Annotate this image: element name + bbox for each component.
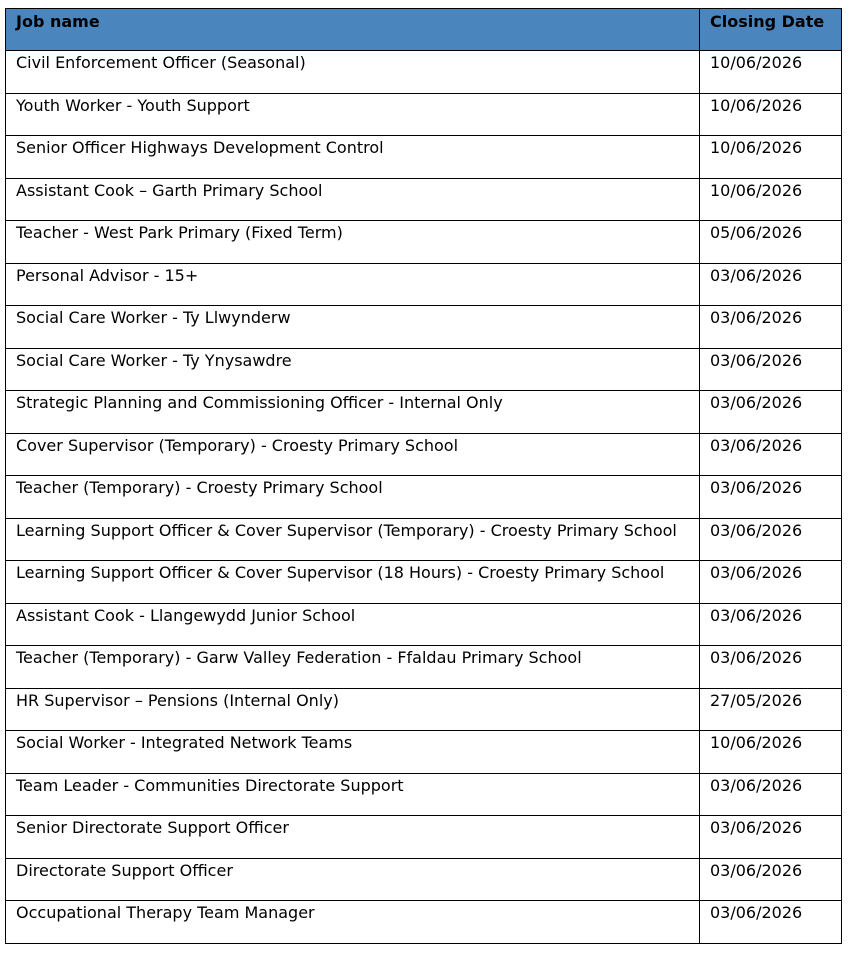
closing-date-cell: 10/06/2026 xyxy=(700,93,842,136)
table-row xyxy=(6,561,842,604)
closing-date-cell: 03/06/2026 xyxy=(700,773,842,816)
table-body xyxy=(6,51,842,944)
job-name-cell: Youth Worker - Youth Support xyxy=(6,93,700,136)
job-name-cell: Senior Officer Highways Development Control xyxy=(6,136,700,179)
table-row xyxy=(6,306,842,349)
job-name-cell: HR Supervisor – Pensions (Internal Only) xyxy=(6,688,700,731)
job-name-cell: Strategic Planning and Commissioning Officer - Internal Only xyxy=(6,391,700,434)
closing-date-cell: 03/06/2026 xyxy=(700,306,842,349)
job-vacancies-table xyxy=(5,8,842,944)
job-name-cell: Learning Support Officer & Cover Supervisor (18 Hours) - Croesty Primary School xyxy=(6,561,700,604)
table-row xyxy=(6,731,842,774)
job-name-cell: Social Care Worker - Ty Llwynderw xyxy=(6,306,700,349)
closing-date-cell: 03/06/2026 xyxy=(700,816,842,859)
table-row xyxy=(6,93,842,136)
table-row xyxy=(6,433,842,476)
table-row xyxy=(6,348,842,391)
table-row xyxy=(6,773,842,816)
closing-date-column-header: Closing Date xyxy=(700,9,842,51)
closing-date-cell: 03/06/2026 xyxy=(700,561,842,604)
job-name-cell: Teacher (Temporary) - Croesty Primary School xyxy=(6,476,700,519)
closing-date-cell: 03/06/2026 xyxy=(700,433,842,476)
closing-date-cell: 03/06/2026 xyxy=(700,391,842,434)
table-row xyxy=(6,688,842,731)
job-name-cell: Team Leader - Communities Directorate Support xyxy=(6,773,700,816)
job-name-cell: Teacher - West Park Primary (Fixed Term) xyxy=(6,221,700,264)
table-row xyxy=(6,901,842,944)
job-name-cell: Teacher (Temporary) - Garw Valley Federation - Ffaldau Primary School xyxy=(6,646,700,689)
closing-date-cell: 03/06/2026 xyxy=(700,646,842,689)
closing-date-cell: 03/06/2026 xyxy=(700,518,842,561)
job-name-cell: Senior Directorate Support Officer xyxy=(6,816,700,859)
table-row xyxy=(6,646,842,689)
closing-date-cell: 10/06/2026 xyxy=(700,136,842,179)
table-row xyxy=(6,391,842,434)
table-row xyxy=(6,221,842,264)
job-name-cell: Social Care Worker - Ty Ynysawdre xyxy=(6,348,700,391)
table-row xyxy=(6,51,842,94)
closing-date-cell: 03/06/2026 xyxy=(700,858,842,901)
job-name-column-header: Job name xyxy=(6,9,700,51)
job-name-cell: Occupational Therapy Team Manager xyxy=(6,901,700,944)
closing-date-cell: 03/06/2026 xyxy=(700,603,842,646)
table-row xyxy=(6,603,842,646)
table-row xyxy=(6,476,842,519)
table-row xyxy=(6,178,842,221)
closing-date-cell: 27/05/2026 xyxy=(700,688,842,731)
job-name-cell: Personal Advisor - 15+ xyxy=(6,263,700,306)
job-name-cell: Assistant Cook - Llangewydd Junior School xyxy=(6,603,700,646)
table-row xyxy=(6,816,842,859)
closing-date-cell: 05/06/2026 xyxy=(700,221,842,264)
closing-date-cell: 03/06/2026 xyxy=(700,348,842,391)
table-row xyxy=(6,263,842,306)
job-name-cell: Cover Supervisor (Temporary) - Croesty Primary School xyxy=(6,433,700,476)
job-name-cell: Learning Support Officer & Cover Supervisor (Temporary) - Croesty Primary School xyxy=(6,518,700,561)
table-row xyxy=(6,858,842,901)
closing-date-cell: 03/06/2026 xyxy=(700,901,842,944)
table-row xyxy=(6,136,842,179)
closing-date-cell: 10/06/2026 xyxy=(700,51,842,94)
table-header xyxy=(6,9,842,51)
closing-date-cell: 03/06/2026 xyxy=(700,263,842,306)
header-row xyxy=(6,9,842,51)
closing-date-cell: 10/06/2026 xyxy=(700,731,842,774)
job-name-cell: Social Worker - Integrated Network Teams xyxy=(6,731,700,774)
closing-date-cell: 03/06/2026 xyxy=(700,476,842,519)
table-row xyxy=(6,518,842,561)
job-name-cell: Civil Enforcement Officer (Seasonal) xyxy=(6,51,700,94)
closing-date-cell: 10/06/2026 xyxy=(700,178,842,221)
job-name-cell: Directorate Support Officer xyxy=(6,858,700,901)
job-name-cell: Assistant Cook – Garth Primary School xyxy=(6,178,700,221)
